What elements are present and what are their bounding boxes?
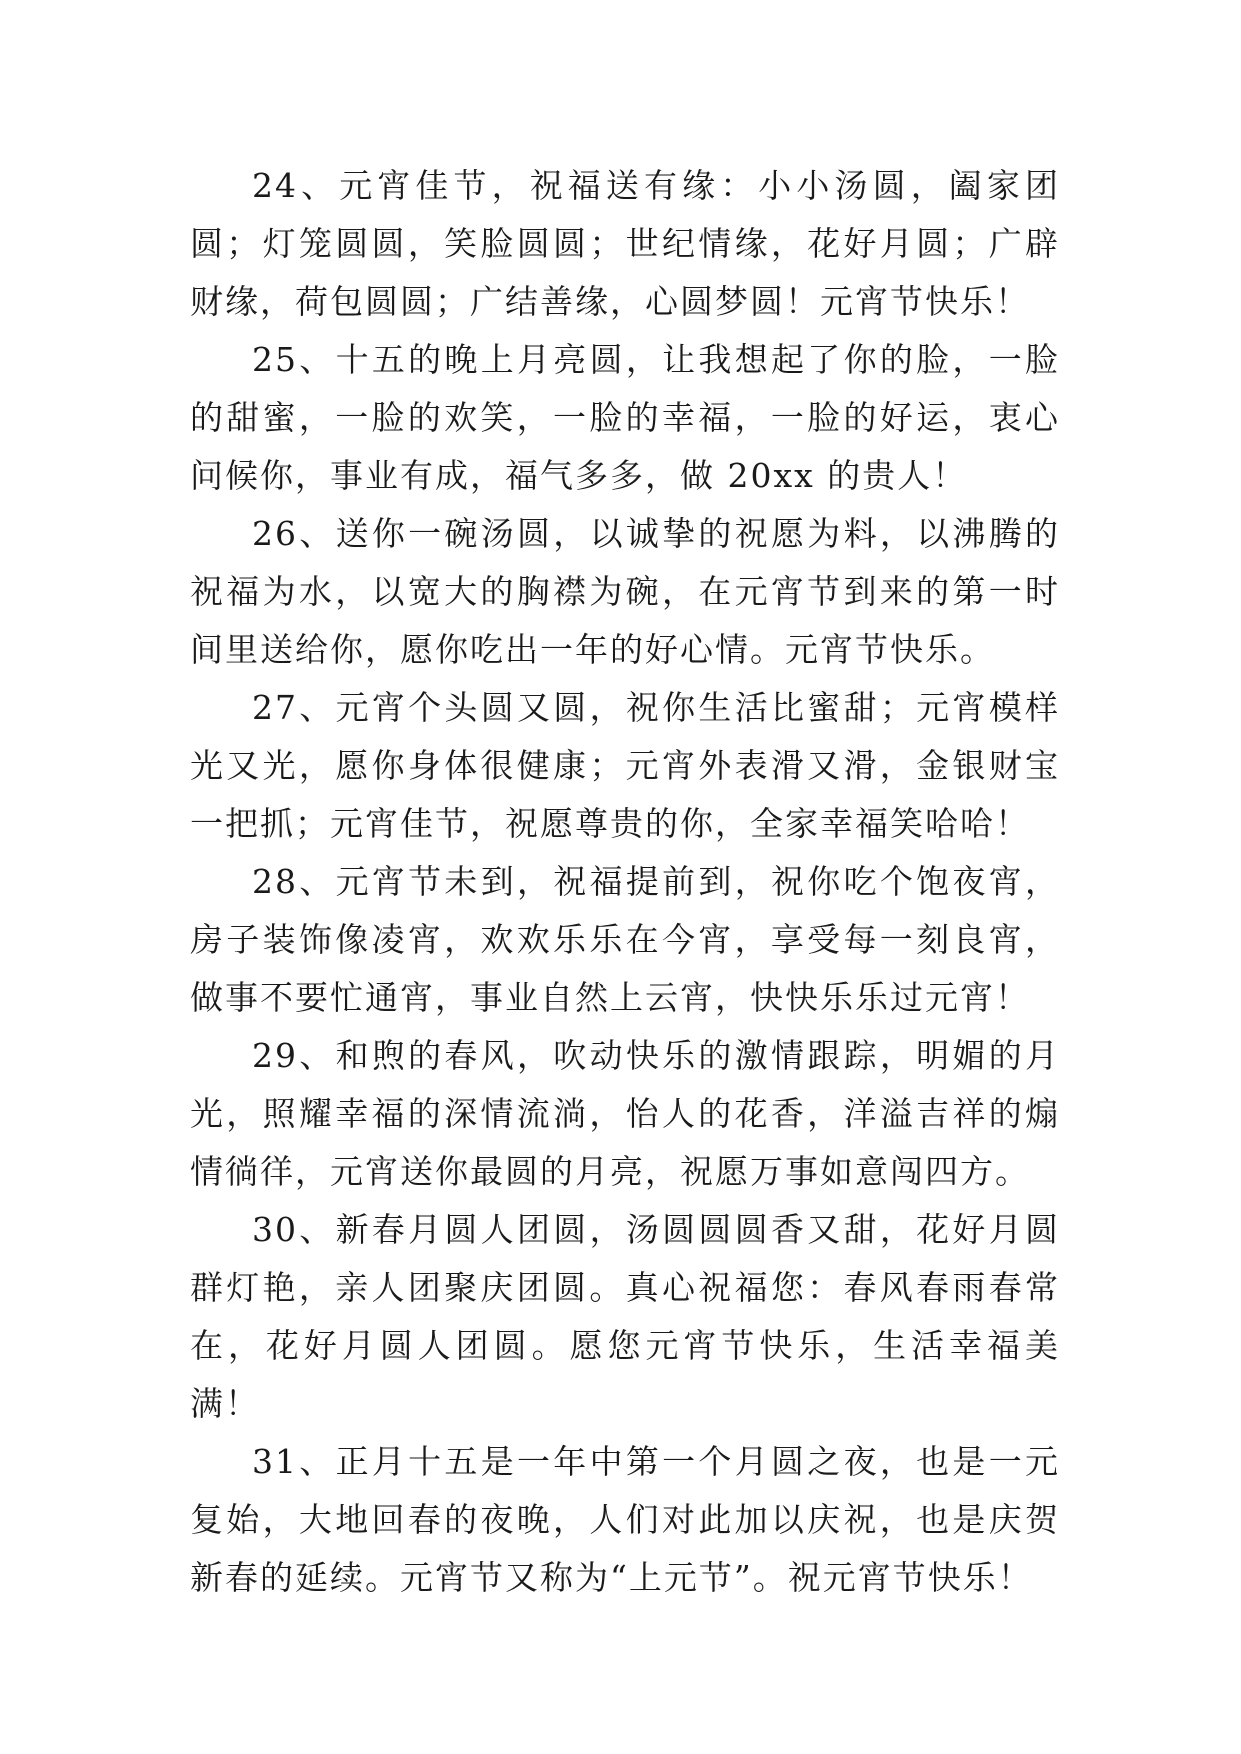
paragraph-29: 29、和煦的春风，吹动快乐的激情跟踪，明媚的月光，照耀幸福的深情流淌，怡人的花香，洋溢吉祥的煽情徜徉，元宵送你最圆的月亮，祝愿万事如意闯四方。 [190, 1036, 1060, 1191]
paragraph-30: 30、新春月圆人团圆，汤圆圆圆香又甜，花好月圆群灯艳，亲人团聚庆团圆。真心祝福您：春风春雨春常在，花好月圆人团圆。愿您元宵节快乐，生活幸福美满！ [190, 1210, 1060, 1423]
document-body [190, 157, 1060, 1607]
paragraph-31: 31、正月十五是一年中第一个月圆之夜，也是一元复始，大地回春的夜晚，人们对此加以庆祝，也是庆贺新春的延续。元宵节又称为“上元节”。祝元宵节快乐！ [190, 1442, 1060, 1597]
paragraph-27: 27、元宵个头圆又圆，祝你生活比蜜甜；元宵模样光又光，愿你身体很健康；元宵外表滑又滑，金银财宝一把抓；元宵佳节，祝愿尊贵的你，全家幸福笑哈哈！ [190, 688, 1060, 843]
paragraph-26: 26、送你一碗汤圆，以诚挚的祝愿为料，以沸腾的祝福为水，以宽大的胸襟为碗，在元宵节到来的第一时间里送给你，愿你吃出一年的好心情。元宵节快乐。 [190, 514, 1060, 669]
paragraph-25: 25、十五的晚上月亮圆，让我想起了你的脸，一脸的甜蜜，一脸的欢笑，一脸的幸福，一脸的好运，衷心问候你，事业有成，福气多多，做 20xx 的贵人！ [190, 340, 1060, 495]
paragraph-24: 24、元宵佳节，祝福送有缘：小小汤圆，阖家团圆；灯笼圆圆，笑脸圆圆；世纪情缘，花好月圆；广辟财缘，荷包圆圆；广结善缘，心圆梦圆！元宵节快乐！ [190, 166, 1060, 321]
paragraph-28: 28、元宵节未到，祝福提前到，祝你吃个饱夜宵，房子装饰像凌宵，欢欢乐乐在今宵，享受每一刻良宵，做事不要忙通宵，事业自然上云宵，快快乐乐过元宵！ [190, 862, 1060, 1017]
